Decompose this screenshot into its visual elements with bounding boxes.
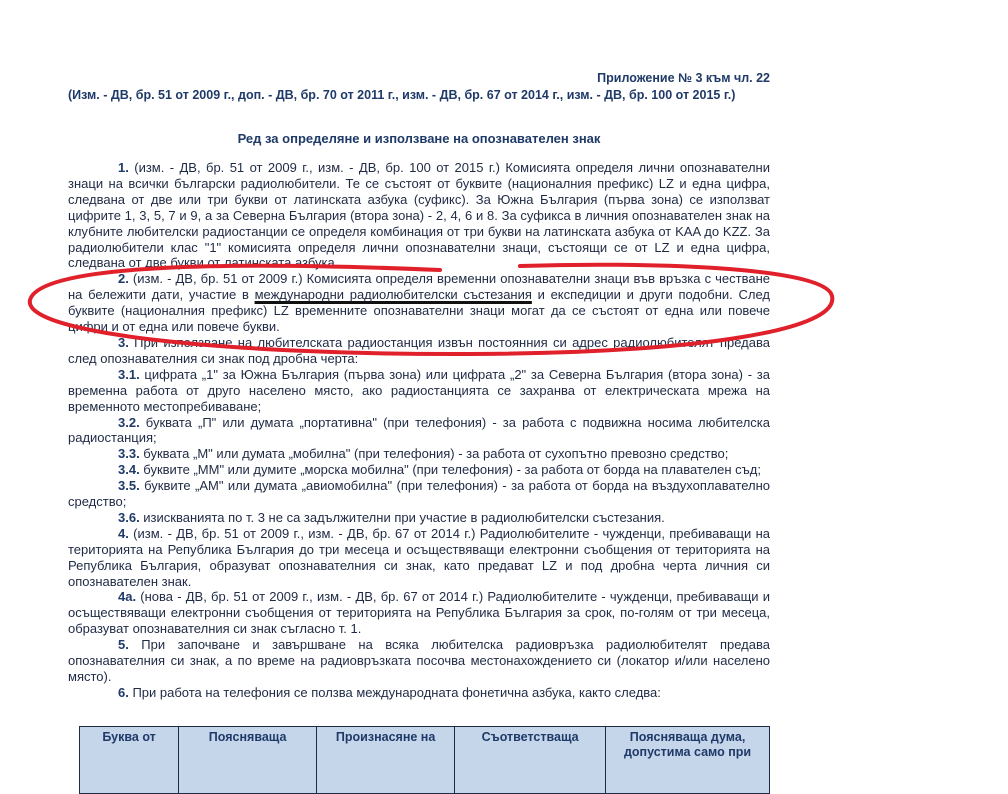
paragraph-number: 4а.: [118, 589, 137, 605]
appendix-header: [68, 70, 770, 104]
paragraph-text: При започване и завършване на всяка любителска радиовръзка радиолюбителят предава опознавателния си знак, а по време на радиовръзката посочва местонахождението си (локатор и/или населено място).: [68, 637, 770, 684]
paragraph-3-4: [68, 462, 770, 478]
paragraph-text: (изм. - ДВ, бр. 51 от 2009 г., изм. - ДВ, бр. 67 от 2014 г.) Радиолюбителите - чужденци, пребиваващи на територията на Република България до три месеца и осъществяващи електронни съобщения от територията на Република България, образуват опознавателния си знак, като предават LZ и под дробна черта личния си опознавателен знак.: [68, 525, 770, 589]
document-title: Ред за определяне и използване на опознавателен знак: [237, 131, 601, 146]
paragraph-number: 3.4.: [118, 462, 140, 478]
table-header-cell: Поясняваща: [179, 727, 317, 794]
paragraph-3-5: [68, 478, 770, 510]
table-header-row: [80, 727, 770, 794]
paragraph-text: и експедиции и други подобни. След буквите (националния префикс) LZ временните опознавателни знаци могат да се състоят от една или повече цифри и от една или повече букви.: [68, 287, 770, 335]
paragraph-number: 1.: [118, 160, 129, 175]
paragraph-4: [68, 526, 770, 590]
paragraph-3-3: [68, 446, 770, 462]
paragraph-5: [68, 637, 770, 685]
table-header-cell: Буква от: [80, 727, 179, 794]
paragraph-3: [68, 335, 770, 367]
paragraph-number: 3.1.: [118, 366, 140, 382]
paragraph-4a: [68, 589, 770, 637]
paragraph-text: буквата „П" или думата „портативна" (при телефония) - за работа с подвижна носима любителска радиостанция;: [68, 414, 770, 446]
table-header-cell: Поясняваща дума, допустима само при: [606, 727, 770, 794]
paragraph-3-2: [68, 415, 770, 447]
paragraph-3-6: [68, 510, 770, 526]
appendix-amendments: (Изм. - ДВ, бр. 51 от 2009 г., доп. - ДВ, бр. 70 от 2011 г., изм. - ДВ, бр. 67 от 2014 г., изм. - ДВ, бр. 100 от 2015 г.): [68, 88, 736, 102]
paragraph-3-1: [68, 367, 770, 415]
paragraph-number: 3.3.: [118, 446, 140, 462]
paragraph-text: буквите „ММ" или думите „морска мобилна" (при телефония) - за работа от борда на плавателен съд;: [139, 462, 761, 478]
paragraph-number: 3.6.: [118, 509, 140, 525]
paragraph-6: [68, 685, 770, 701]
paragraph-text: изискванията по т. 3 не са задължителни при участие в радиолюбителски състезания.: [139, 509, 665, 525]
paragraph-1: [68, 160, 770, 271]
paragraph-number: 5.: [118, 637, 129, 653]
document-body: [68, 160, 770, 701]
paragraph-text: (нова - ДВ, бр. 51 от 2009 г., изм. - ДВ, бр. 67 от 2014 г.) Радиолюбителите - чужденци, пребиваващи и осъществяващи електронни съобщения от територията на Република България за срок, по-голям от три месеца, образуват опознавателния си знак съгласно т. 1.: [68, 589, 770, 637]
paragraph-number: 3.5.: [118, 478, 140, 494]
paragraph-text: цифрата „1" за Южна България (първа зона) или цифрата „2" за Северна България (втора зона) - за временна работа от друго населено място, ако радиостанцията се захранва от електрическата мрежа на временното местопребиваване;: [68, 366, 770, 414]
underlined-phrase: международни радиолюбителски състезания: [254, 287, 532, 303]
table-header-cell: Съответстваща: [455, 727, 606, 794]
paragraph-text: (изм. - ДВ, бр. 51 от 2009 г.) Комисията определя временни опознавателни знаци във връзка с честване на бележити дати, участие в: [68, 271, 770, 303]
phonetic-alphabet-table: [79, 726, 770, 794]
paragraph-text: При използване на любителската радиостанция извън постоянния си адрес радиолюбителят предава след опознавателния си знак под дробна черта:: [68, 334, 770, 366]
paragraph-text: (изм. - ДВ, бр. 51 от 2009 г., изм. - ДВ, бр. 100 от 2015 г.) Комисията определя лични опознавателни знаци на всички български радиолюбители. Те се състоят от буквите (националния префикс) LZ и една цифра, следвана от две или три букви от латинската азбука (суфикс). За Южна България (първа зона) се използват цифрите 1, 3, 5, 7 и 9, а за Северна България (втора зона) - 2, 4, 6 и 8. За суфикса в личния опознавателен знак на клубните любителски радиостанции се определя комбинация от три букви на латинската азбука от KAA до KZZ. За радиолюбители клас "1" комисията определя лични опознавателни знаци, състоящи се от LZ и една цифра, следвана от две букви от латинската азбука.: [68, 160, 770, 271]
paragraph-number: 4.: [118, 525, 129, 541]
paragraph-text: При работа на телефония се ползва международната фонетична азбука, както следва:: [128, 684, 661, 700]
paragraph-text: буквите „АМ" или думата „авиомобилна" (при телефония) - за работа от борда на въздухоплавателно средство;: [68, 478, 770, 510]
paragraph-number: 3.: [118, 334, 129, 350]
appendix-heading: Приложение № 3 към чл. 22: [597, 71, 770, 85]
paragraph-number: 6.: [118, 684, 129, 700]
paragraph-text: буквата „М" или думата „мобилна" (при телефония) - за работа от сухопътно превозно средство;: [139, 446, 729, 462]
paragraph-2: [68, 271, 770, 335]
table-header-cell: Произнасяне на: [317, 727, 455, 794]
paragraph-number: 3.2.: [118, 414, 140, 430]
paragraph-number: 2.: [118, 271, 129, 287]
